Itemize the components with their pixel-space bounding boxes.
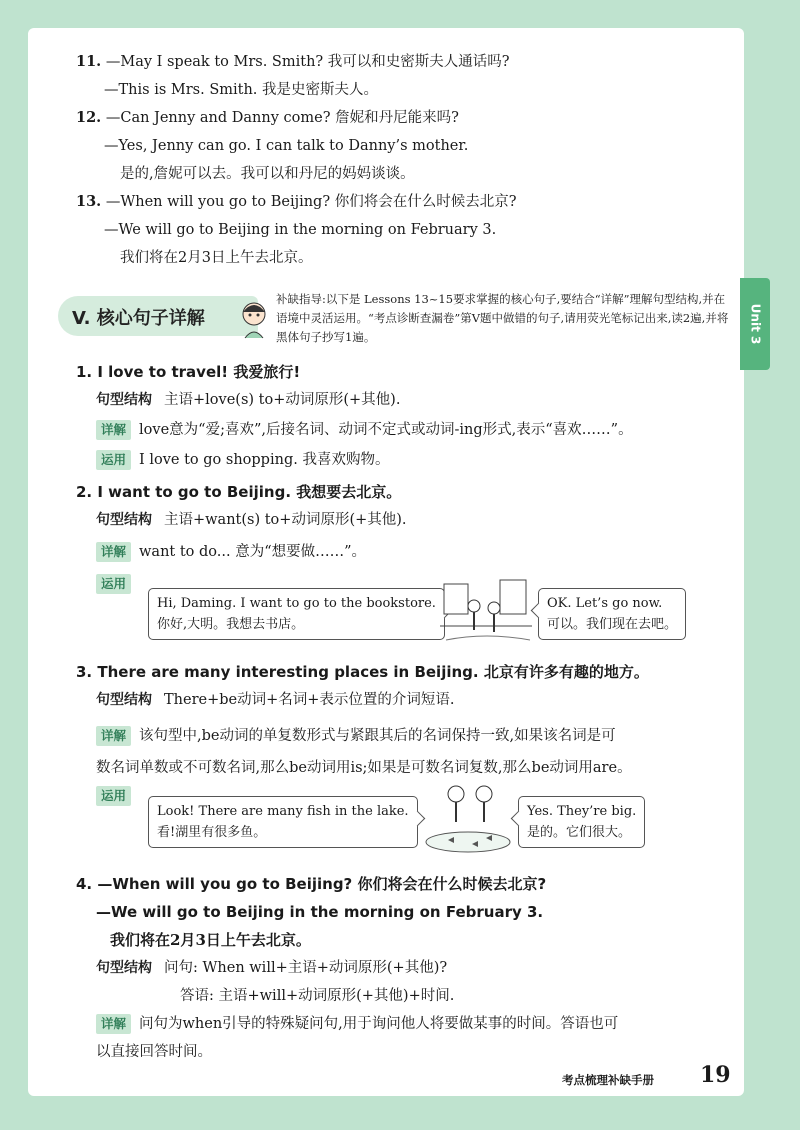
unit-tab-label: Unit 3 xyxy=(748,303,763,345)
s2-explain-row: 详解 want to do... 意为“想要做……”。 xyxy=(96,542,366,562)
s2-use-row: 运用 xyxy=(96,574,139,594)
section-guide: 补缺指导:以下是 Lessons 13~15要求掌握的核心句子,要结合“详解”理解句型结构,并在语境中灵活运用。“考点诊断查漏卷”第Ⅴ题中做错的句子,请用荧光笔标记出来,读2遍,并将黑体句子抄写1遍。 xyxy=(276,292,729,344)
s3-explain-row-2: 数名词单数或不可数名词,那么be动词用is;如果是可数名词复数,那么be动词用are。 xyxy=(96,760,632,776)
s4-structure-row-2: 答语: 主语+will+动词原形(+其他)+时间. xyxy=(180,988,455,1004)
s3-bubble-right: Yes. They’re big. 是的。它们很大。 xyxy=(518,796,645,848)
s4-explain-row-2: 以直接回答时间。 xyxy=(96,1044,212,1060)
unit-tab[interactable] xyxy=(740,278,770,370)
s3-explain-row: 详解 该句型中,be动词的单复数形式与紧跟其后的名词保持一致,如果该名词是可 xyxy=(96,726,616,746)
structure-label: 句型结构 xyxy=(96,392,152,408)
item-11-a: —This is Mrs. Smith. 我是史密斯夫人。 xyxy=(104,82,379,98)
s4-line1: 4. —When will you go to Beijing? 你们将会在什么时候去北京? xyxy=(76,875,547,893)
girl-mascot-icon xyxy=(238,298,270,340)
s2-bubble-left: Hi, Daming. I want to go to the bookstore. 你好,大明。我想去书店。 xyxy=(148,588,445,640)
s2-bubble-right: OK. Let’s go now. 可以。我们现在去吧。 xyxy=(538,588,686,640)
s4-line3: 我们将在2月3日上午去北京。 xyxy=(110,931,311,949)
kids-walking-icon xyxy=(440,578,532,648)
s2-structure-row: 句型结构 主语+want(s) to+动词原形(+其他). xyxy=(96,512,407,528)
s1-structure-row: 句型结构 主语+love(s) to+动词原形(+其他). xyxy=(96,392,401,408)
explain-label: 详解 xyxy=(96,420,131,440)
s4-structure-row: 句型结构 问句: When will+主语+动词原形(+其他)? xyxy=(96,960,448,976)
section-title-box xyxy=(58,296,258,336)
item-11-q: 11. —May I speak to Mrs. Smith? 我可以和史密斯夫人通话吗? xyxy=(76,53,510,70)
s1-use-row: 运用 I love to go shopping. 我喜欢购物。 xyxy=(96,450,389,470)
s3-title: 3. There are many interesting places in Beijing. 北京有许多有趣的地方。 xyxy=(76,663,649,681)
s2-title: 2. I want to go to Beijing. 我想要去北京。 xyxy=(76,483,402,501)
page-number: 19 xyxy=(700,1062,731,1088)
item-12-a-cn: 是的,詹妮可以去。我可以和丹尼的妈妈谈谈。 xyxy=(120,166,415,182)
item-13-q: 13. —When will you go to Beijing? 你们将会在什么时候去北京? xyxy=(76,193,517,210)
item-12-a: —Yes, Jenny can go. I can talk to Danny’s mother. xyxy=(104,138,469,154)
kids-at-lake-icon xyxy=(422,778,514,858)
s3-bubble-left: Look! There are many fish in the lake. 看!湖里有很多鱼。 xyxy=(148,796,418,848)
item-13-a: —We will go to Beijing in the morning on February 3. xyxy=(104,222,497,238)
section-title: V. 核心句子详解 xyxy=(72,308,205,329)
item-13-a-cn: 我们将在2月3日上午去北京。 xyxy=(120,250,313,266)
s3-structure-row: 句型结构 There+be动词+名词+表示位置的介词短语. xyxy=(96,692,455,708)
s4-line2: —We will go to Beijing in the morning on February 3. xyxy=(96,903,544,921)
s3-use-row: 运用 xyxy=(96,786,139,806)
s4-explain-row: 详解 问句为when引导的特殊疑问句,用于询问他人将要做某事的时间。答语也可 xyxy=(96,1014,618,1034)
s1-title: 1. I love to travel! 我爱旅行! xyxy=(76,363,301,381)
s1-explain-row: 详解 love意为“爱;喜欢”,后接名词、动词不定式或动词-ing形式,表示“喜欢……”。 xyxy=(96,420,633,440)
use-label: 运用 xyxy=(96,450,131,470)
item-12-q: 12. —Can Jenny and Danny come? 詹妮和丹尼能来吗? xyxy=(76,109,459,126)
book-title: 考点梳理补缺手册 xyxy=(562,1073,654,1087)
